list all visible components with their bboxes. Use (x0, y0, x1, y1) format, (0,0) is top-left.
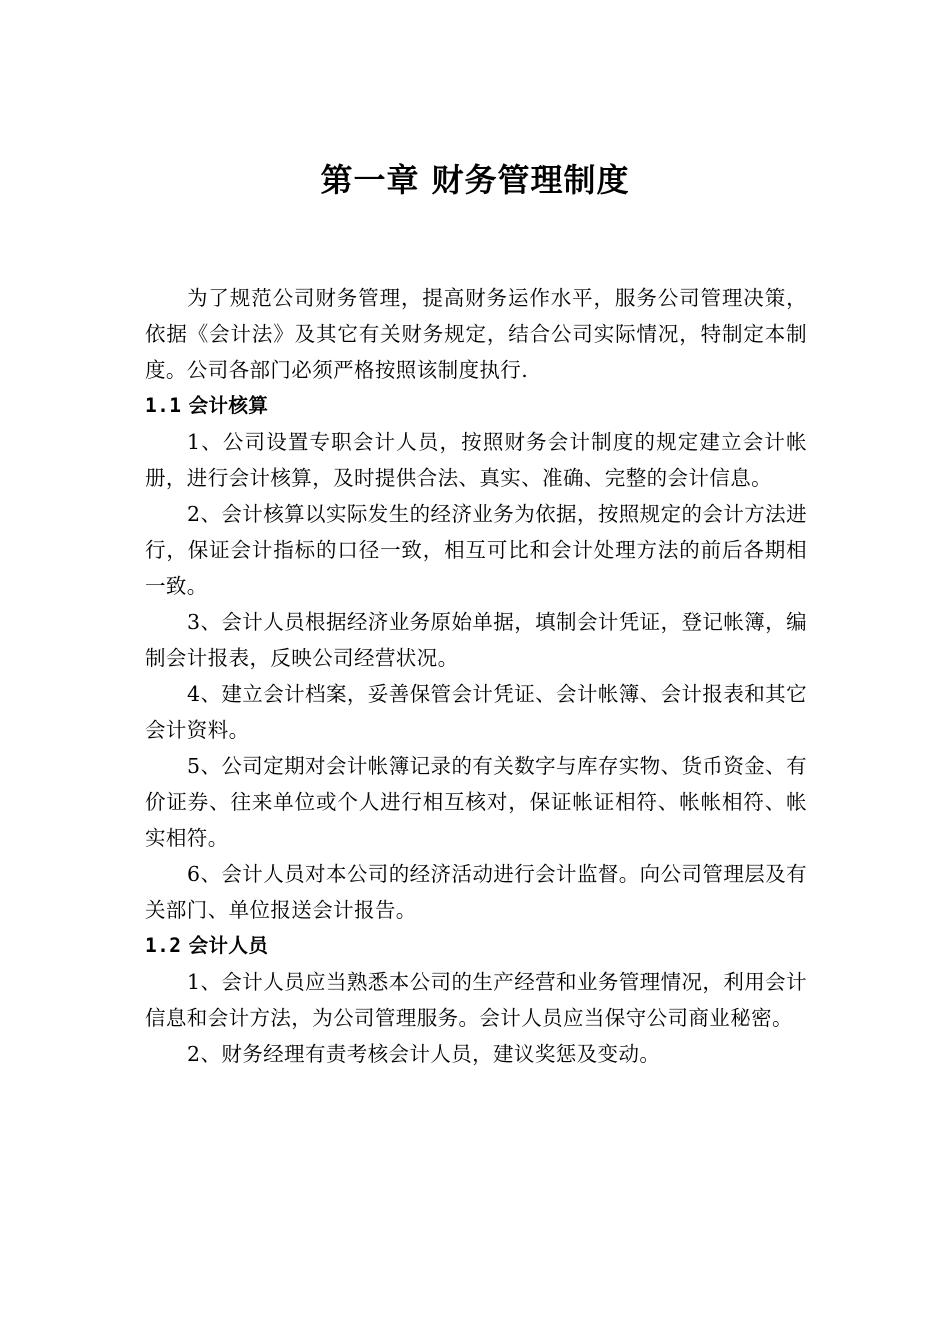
section-title: 会计核算 (188, 394, 269, 417)
list-item: 1、公司设置专职会计人员，按照财务会计制度的规定建立会计帐册，进行会计核算，及时提供合法、真实、准确、完整的会计信息。 (145, 430, 807, 490)
document-body (145, 280, 807, 1072)
chapter-title: 财务管理制度 (431, 161, 630, 199)
list-item: 3、会计人员根据经济业务原始单据，填制会计凭证，登记帐簿，编制会计报表，反映公司经营状况。 (145, 610, 807, 670)
page-title (0, 152, 950, 208)
list-item: 2、会计核算以实际发生的经济业务为依据，按照规定的会计方法进行，保证会计指标的口径一致，相互可比和会计处理方法的前后各期相一致。 (145, 502, 807, 598)
intro-paragraph: 为了规范公司财务管理，提高财务运作水平，服务公司管理决策，依据《会计法》及其它有关财务规定，结合公司实际情况，特制定本制度。公司各部门必须严格按照该制度执行. (145, 286, 807, 382)
list-item: 6、会计人员对本公司的经济活动进行会计监督。向公司管理层及有关部门、单位报送会计报告。 (145, 862, 807, 922)
section-accountants (145, 928, 807, 1072)
section-title: 会计人员 (188, 934, 269, 957)
list-item: 2、财务经理有责考核会计人员，建议奖惩及变动。 (187, 1042, 661, 1066)
section-accounting (145, 388, 807, 928)
section-heading (145, 928, 807, 964)
list-item: 5、公司定期对会计帐簿记录的有关数字与库存实物、货币资金、有价证券、往来单位或个人进行相互核对，保证帐证相符、帐帐相符、帐实相符。 (145, 754, 807, 850)
section-heading (145, 388, 807, 424)
section-number: 1.2 (145, 934, 182, 957)
section-number: 1.1 (145, 394, 182, 417)
list-item: 4、建立会计档案，妥善保管会计凭证、会计帐簿、会计报表和其它会计资料。 (145, 682, 807, 742)
chapter-number: 第一章 (320, 161, 420, 199)
list-item: 1、会计人员应当熟悉本公司的生产经营和业务管理情况，利用会计信息和会计方法，为公司管理服务。会计人员应当保守公司商业秘密。 (145, 970, 807, 1030)
